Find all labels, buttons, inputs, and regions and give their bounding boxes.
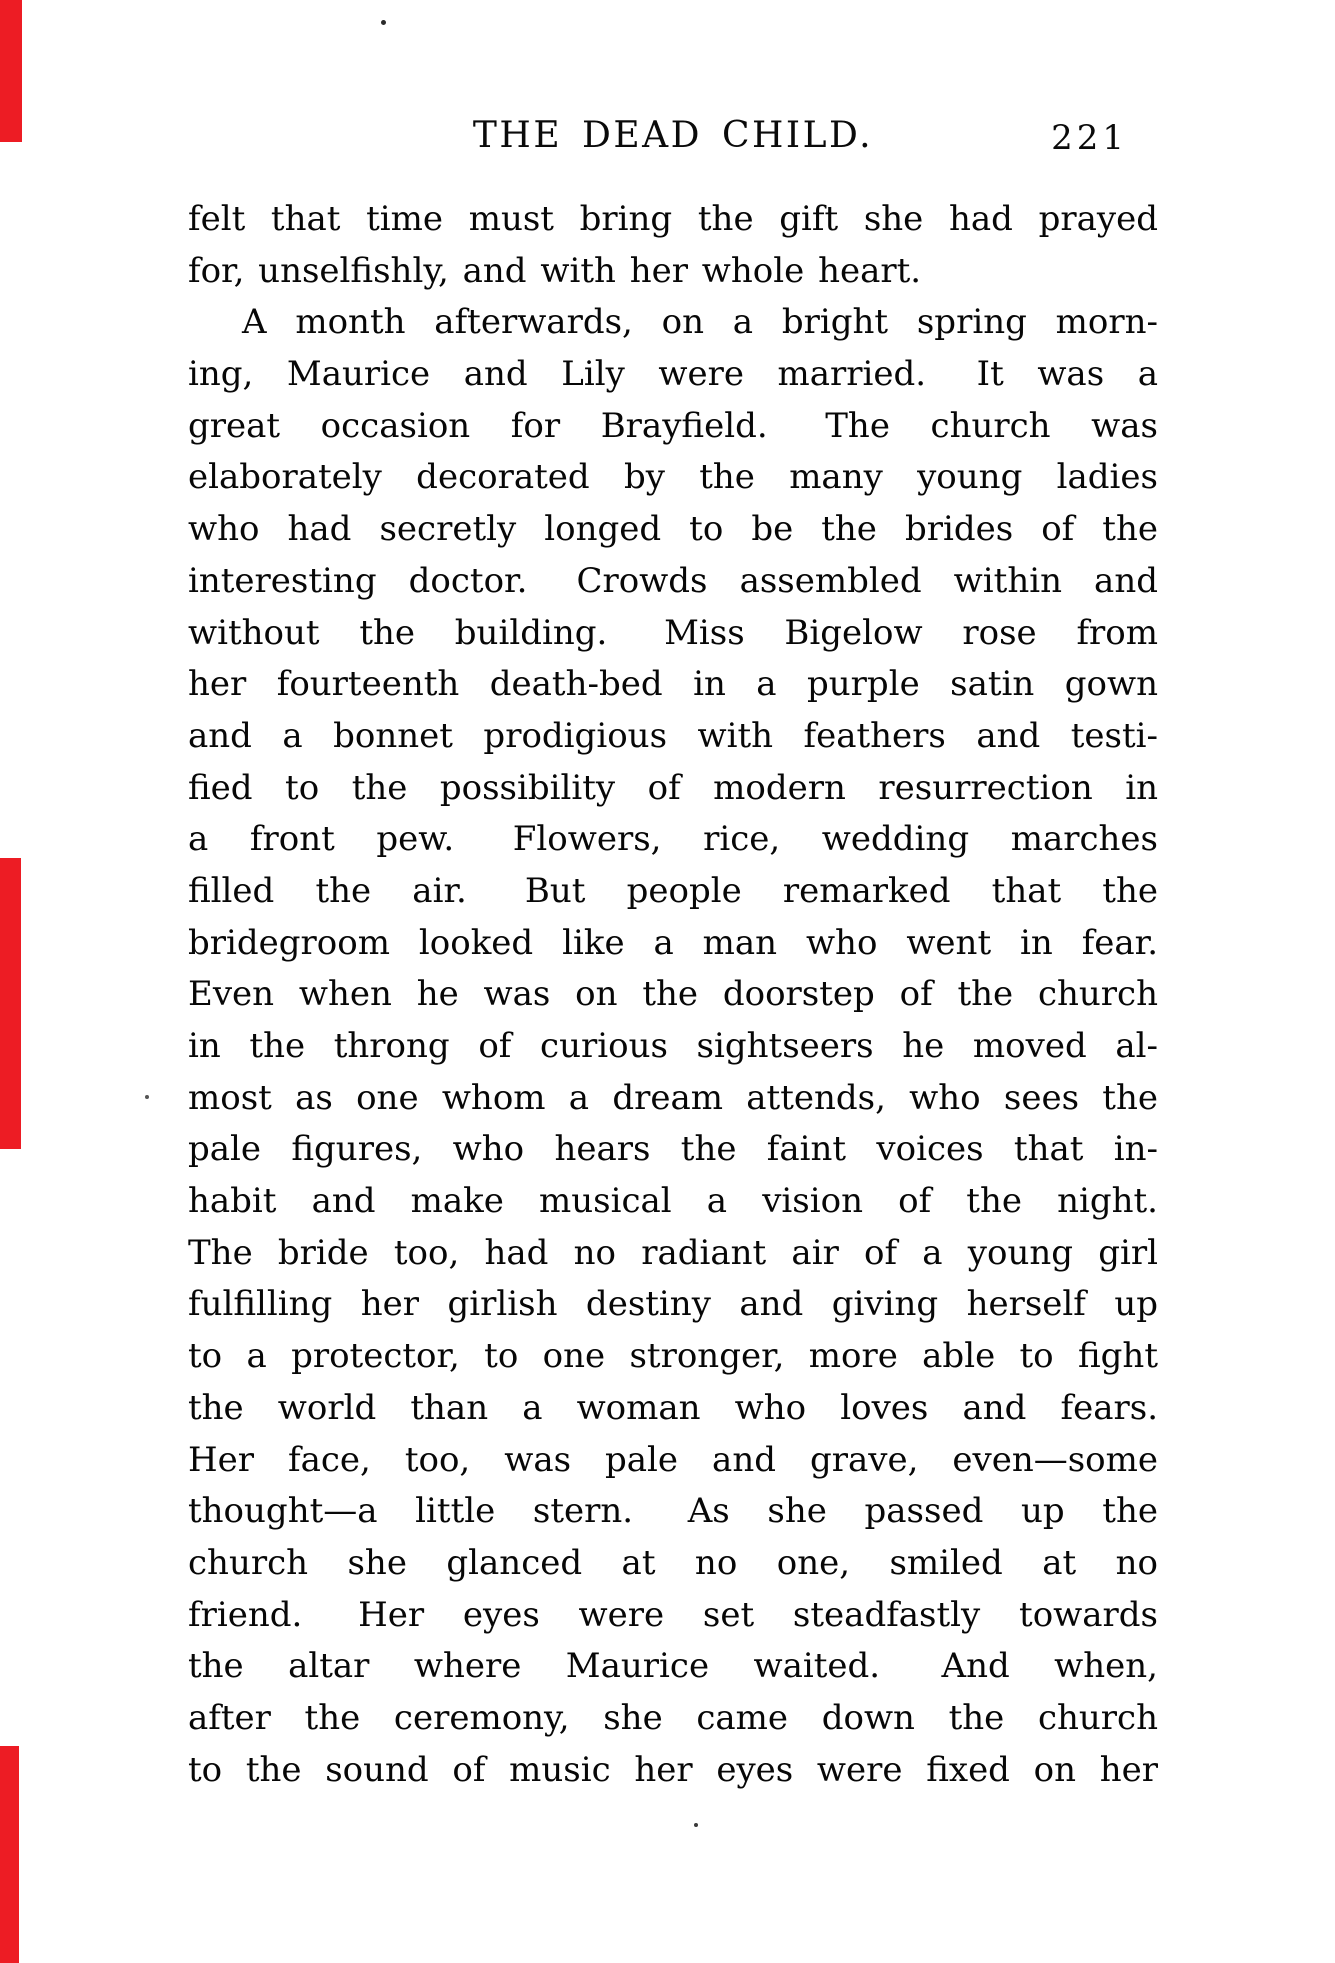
red-edge-mark-middle	[0, 858, 21, 1149]
scan-speck	[694, 1823, 698, 1827]
text-line: A month afterwards, on a bright spring morn-	[242, 302, 1158, 343]
scan-speck	[381, 20, 386, 25]
text-line: ing, Maurice and Lily were married. It was a	[188, 354, 1158, 395]
red-edge-mark-top	[0, 0, 22, 142]
text-line: after the ceremony, she came down the church	[188, 1697, 1158, 1738]
scan-speck	[145, 1095, 149, 1099]
text-line: for, unselfishly, and with her whole heart.	[188, 250, 922, 291]
text-line: great occasion for Brayfield. The church was	[188, 405, 1158, 446]
text-line: friend. Her eyes were set steadfastly towards	[188, 1594, 1158, 1635]
text-line: church she glanced at no one, smiled at no	[188, 1542, 1158, 1583]
red-edge-mark-bottom	[0, 1746, 19, 1963]
text-line: The bride too, had no radiant air of a young girl	[188, 1232, 1158, 1273]
text-line: elaborately decorated by the many young ladies	[188, 457, 1158, 498]
text-line: fied to the possibility of modern resurrection in	[188, 767, 1158, 808]
text-line: to a protector, to one stronger, more able to fight	[188, 1336, 1158, 1377]
page-number: 221	[1051, 118, 1128, 158]
text-line: without the building. Miss Bigelow rose from	[188, 612, 1158, 653]
text-line: Even when he was on the doorstep of the church	[188, 974, 1158, 1015]
text-line: in the throng of curious sightseers he moved al-	[188, 1026, 1158, 1066]
text-line: her fourteenth death-bed in a purple satin gown	[188, 664, 1158, 705]
text-line: interesting doctor. Crowds assembled within and	[188, 560, 1158, 601]
text-line: to the sound of music her eyes were fixed on her	[188, 1749, 1158, 1790]
text-line: the altar where Maurice waited. And when,	[188, 1646, 1158, 1687]
text-line: felt that time must bring the gift she had prayed	[188, 199, 1158, 239]
text-line: a front pew. Flowers, rice, wedding marches	[188, 819, 1158, 860]
text-line: thought—a little stern. As she passed up the	[188, 1491, 1158, 1532]
text-line: most as one whom a dream attends, who sees the	[188, 1077, 1158, 1118]
text-line: fulfilling her girlish destiny and giving herself up	[188, 1284, 1158, 1325]
text-line: bridegroom looked like a man who went in fear.	[188, 922, 1158, 963]
page-header	[188, 112, 1158, 160]
text-line: pale figures, who hears the faint voices that in-	[188, 1129, 1158, 1170]
text-line: and a bonnet prodigious with feathers and testi-	[188, 715, 1158, 756]
text-line: habit and make musical a vision of the night.	[188, 1181, 1158, 1222]
text-line: who had secretly longed to be the brides of the	[188, 509, 1158, 550]
body-text	[188, 194, 1158, 1796]
text-line: filled the air. But people remarked that the	[188, 870, 1158, 911]
text-line: the world than a woman who loves and fears.	[188, 1387, 1158, 1428]
running-title: THE DEAD CHILD.	[472, 115, 874, 156]
text-line: Her face, too, was pale and grave, even—some	[188, 1439, 1158, 1480]
